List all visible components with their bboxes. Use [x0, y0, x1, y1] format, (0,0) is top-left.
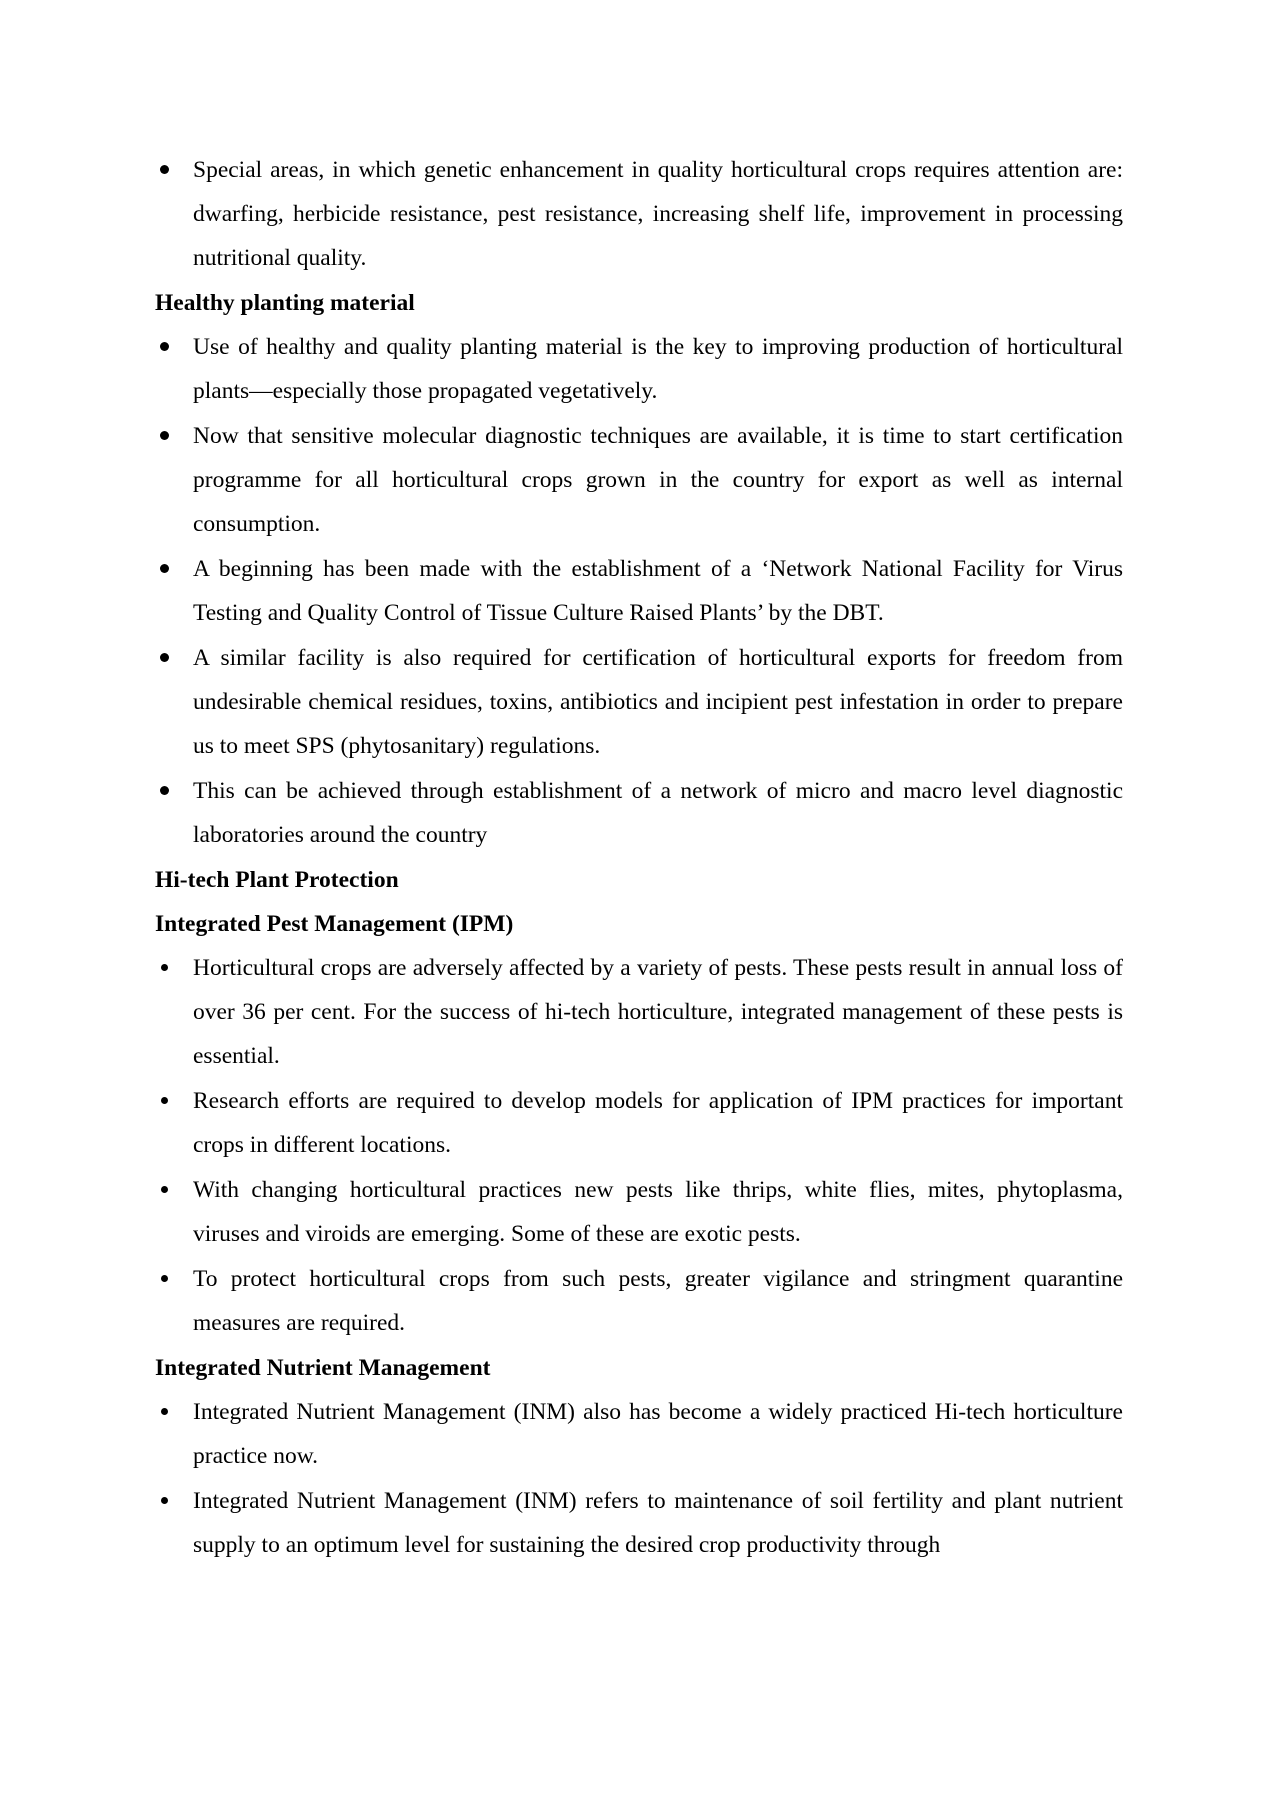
list-item: [155, 1257, 1123, 1345]
bullet-icon: [157, 1079, 177, 1123]
bullet-icon: [157, 1479, 177, 1523]
bullet-icon: [157, 148, 177, 192]
list-item: [155, 547, 1123, 635]
list-item-text: Research efforts are required to develop models for application of IPM practices for important crops in different locations.: [193, 1088, 1123, 1158]
document-page: [155, 148, 1123, 1568]
list-item-text: Horticultural crops are adversely affected by a variety of pests. These pests result in annual loss of over 36 per cent. For the success of hi-tech horticulture, integrated management of these pests is essential.: [193, 955, 1123, 1069]
list-item-text: Now that sensitive molecular diagnostic techniques are available, it is time to start certification programme for all horticultural crops grown in the country for export as well as internal consumption.: [193, 423, 1123, 537]
section-heading-integrated-nutrient-management: Integrated Nutrient Management: [155, 1355, 491, 1381]
bullet-icon: [157, 1257, 177, 1301]
list-item-text: Integrated Nutrient Management (INM) refers to maintenance of soil fertility and plant nutrient supply to an optimum level for sustaining the desired crop productivity through: [193, 1488, 1123, 1558]
list-item: [155, 1479, 1123, 1567]
list-item-text: To protect horticultural crops from such pests, greater vigilance and stringment quarantine measures are required.: [193, 1266, 1123, 1336]
list-item-text: Special areas, in which genetic enhancement in quality horticultural crops requires attention are: dwarfing, herbicide resistance, pest resistance, increasing shelf life, improvement in processing nutritional quality.: [193, 157, 1123, 271]
bullet-icon: [157, 1390, 177, 1434]
list-item-text: Integrated Nutrient Management (INM) also has become a widely practiced Hi-tech horticulture practice now.: [193, 1399, 1123, 1469]
list-item: [155, 148, 1123, 280]
bullet-icon: [157, 769, 177, 813]
list-item: [155, 1168, 1123, 1256]
bullet-icon: [157, 946, 177, 990]
section-heading-hi-tech-plant-protection: Hi-tech Plant Protection: [155, 867, 399, 893]
list-item: [155, 1390, 1123, 1478]
list-item: [155, 1079, 1123, 1167]
bullet-icon: [157, 1168, 177, 1212]
list-item: [155, 946, 1123, 1078]
bullet-icon: [157, 636, 177, 680]
list-item-text: A beginning has been made with the establishment of a ‘Network National Facility for Virus Testing and Quality Control of Tissue Culture Raised Plants’ by the DBT.: [193, 556, 1123, 626]
section-heading-integrated-pest-management: Integrated Pest Management (IPM): [155, 911, 514, 937]
list-item: [155, 769, 1123, 857]
bullet-icon: [157, 325, 177, 369]
list-item: [155, 414, 1123, 546]
list-item-text: A similar facility is also required for certification of horticultural exports for freedom from undesirable chemical residues, toxins, antibiotics and incipient pest infestation in order to prepare us to meet SPS (phytosanitary) regulations.: [193, 645, 1123, 759]
section-heading-healthy-planting-material: Healthy planting material: [155, 290, 415, 316]
list-item-text: With changing horticultural practices new pests like thrips, white flies, mites, phytoplasma, viruses and viroids are emerging. Some of these are exotic pests.: [193, 1177, 1123, 1247]
list-item-text: Use of healthy and quality planting material is the key to improving production of horticultural plants—especially those propagated vegetatively.: [193, 334, 1123, 404]
list-item: [155, 636, 1123, 768]
list-item: [155, 325, 1123, 413]
bullet-icon: [157, 414, 177, 458]
bullet-icon: [157, 547, 177, 591]
list-item-text: This can be achieved through establishment of a network of micro and macro level diagnostic laboratories around the country: [193, 778, 1123, 848]
